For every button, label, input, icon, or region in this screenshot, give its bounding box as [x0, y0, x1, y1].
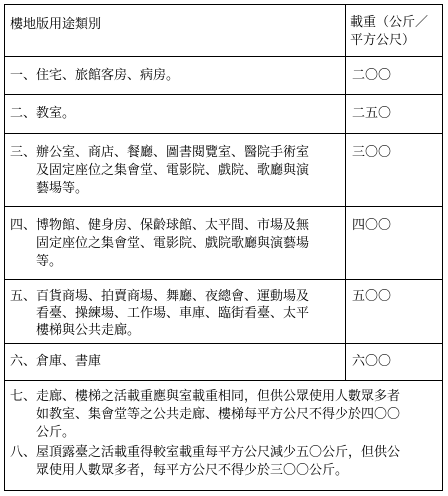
note-line: 如教室、集會堂等之公共走廊、樓梯每平方公尺不得少於四〇〇	[36, 407, 401, 422]
notes-cell	[5, 380, 442, 490]
use-header-cell	[5, 5, 346, 56]
use-text-line: 等。	[36, 254, 63, 269]
load-cell	[346, 344, 442, 380]
table-header-row	[5, 5, 442, 56]
note-line: 七、走廊、樓梯之活載重應與室載重相同，但供公眾使用人數眾多者	[10, 389, 401, 404]
use-text-line: 看臺、操練場、工作場、車庫、臨街看臺、太平	[36, 306, 310, 321]
use-cell	[5, 344, 346, 380]
load-cell	[346, 207, 442, 279]
load-value: 五〇〇	[352, 289, 392, 304]
table-row	[5, 279, 442, 343]
load-value: 三〇〇	[352, 145, 392, 160]
load-cell	[346, 57, 442, 94]
load-cell	[346, 280, 442, 343]
use-text-line: 二、教室。	[10, 106, 76, 121]
note-line: 公斤。	[36, 425, 76, 440]
table-row	[5, 56, 442, 94]
use-text-line: 一、住宅、旅館客房、病房。	[10, 68, 180, 83]
note-line: 眾使用人數眾多者，每平方公尺不得少於三〇〇公斤。	[36, 463, 349, 478]
use-text-line: 四、博物館、健身房、保齡球館、太平間、市場及無	[10, 218, 310, 233]
load-cell	[346, 134, 442, 206]
table-row	[5, 206, 442, 279]
use-cell	[5, 207, 346, 279]
table-row	[5, 94, 442, 133]
load-column-header-line-1: 載重（公斤／	[350, 15, 429, 30]
use-text-line: 樓梯與公共走廊。	[36, 323, 141, 338]
load-value: 二〇〇	[352, 68, 392, 83]
use-text-line: 三、辦公室、商店、餐廳、圖書閱覽室、醫院手術室	[10, 145, 310, 160]
load-header-cell	[346, 5, 442, 56]
table-row	[5, 133, 442, 206]
load-value: 四〇〇	[352, 218, 392, 233]
use-cell	[5, 280, 346, 343]
load-column-header-line-2: 平方公尺）	[350, 33, 416, 48]
use-cell	[5, 57, 346, 94]
use-cell	[5, 134, 346, 206]
live-load-table	[4, 4, 443, 491]
use-text-line: 六、倉庫、書庫	[10, 354, 102, 369]
load-value: 二五〇	[352, 106, 392, 121]
note-line: 八、屋頂露臺之活載重得較室載重每平方公尺減少五〇公斤，但供公	[10, 445, 401, 460]
use-text-line: 及固定座位之集會堂、電影院、戲院、歌廳與演	[36, 163, 310, 178]
use-text-line: 固定座位之集會堂、電影院、戲院歌廳與演藝場	[36, 236, 310, 251]
use-column-header: 樓地版用途類別	[10, 17, 102, 32]
load-cell	[346, 95, 442, 133]
use-cell	[5, 95, 346, 133]
load-value: 六〇〇	[352, 354, 392, 369]
use-text-line: 藝場等。	[36, 181, 89, 196]
use-text-line: 五、百貨商場、拍賣商場、舞廳、夜總會、運動場及	[10, 289, 310, 304]
table-row	[5, 343, 442, 380]
